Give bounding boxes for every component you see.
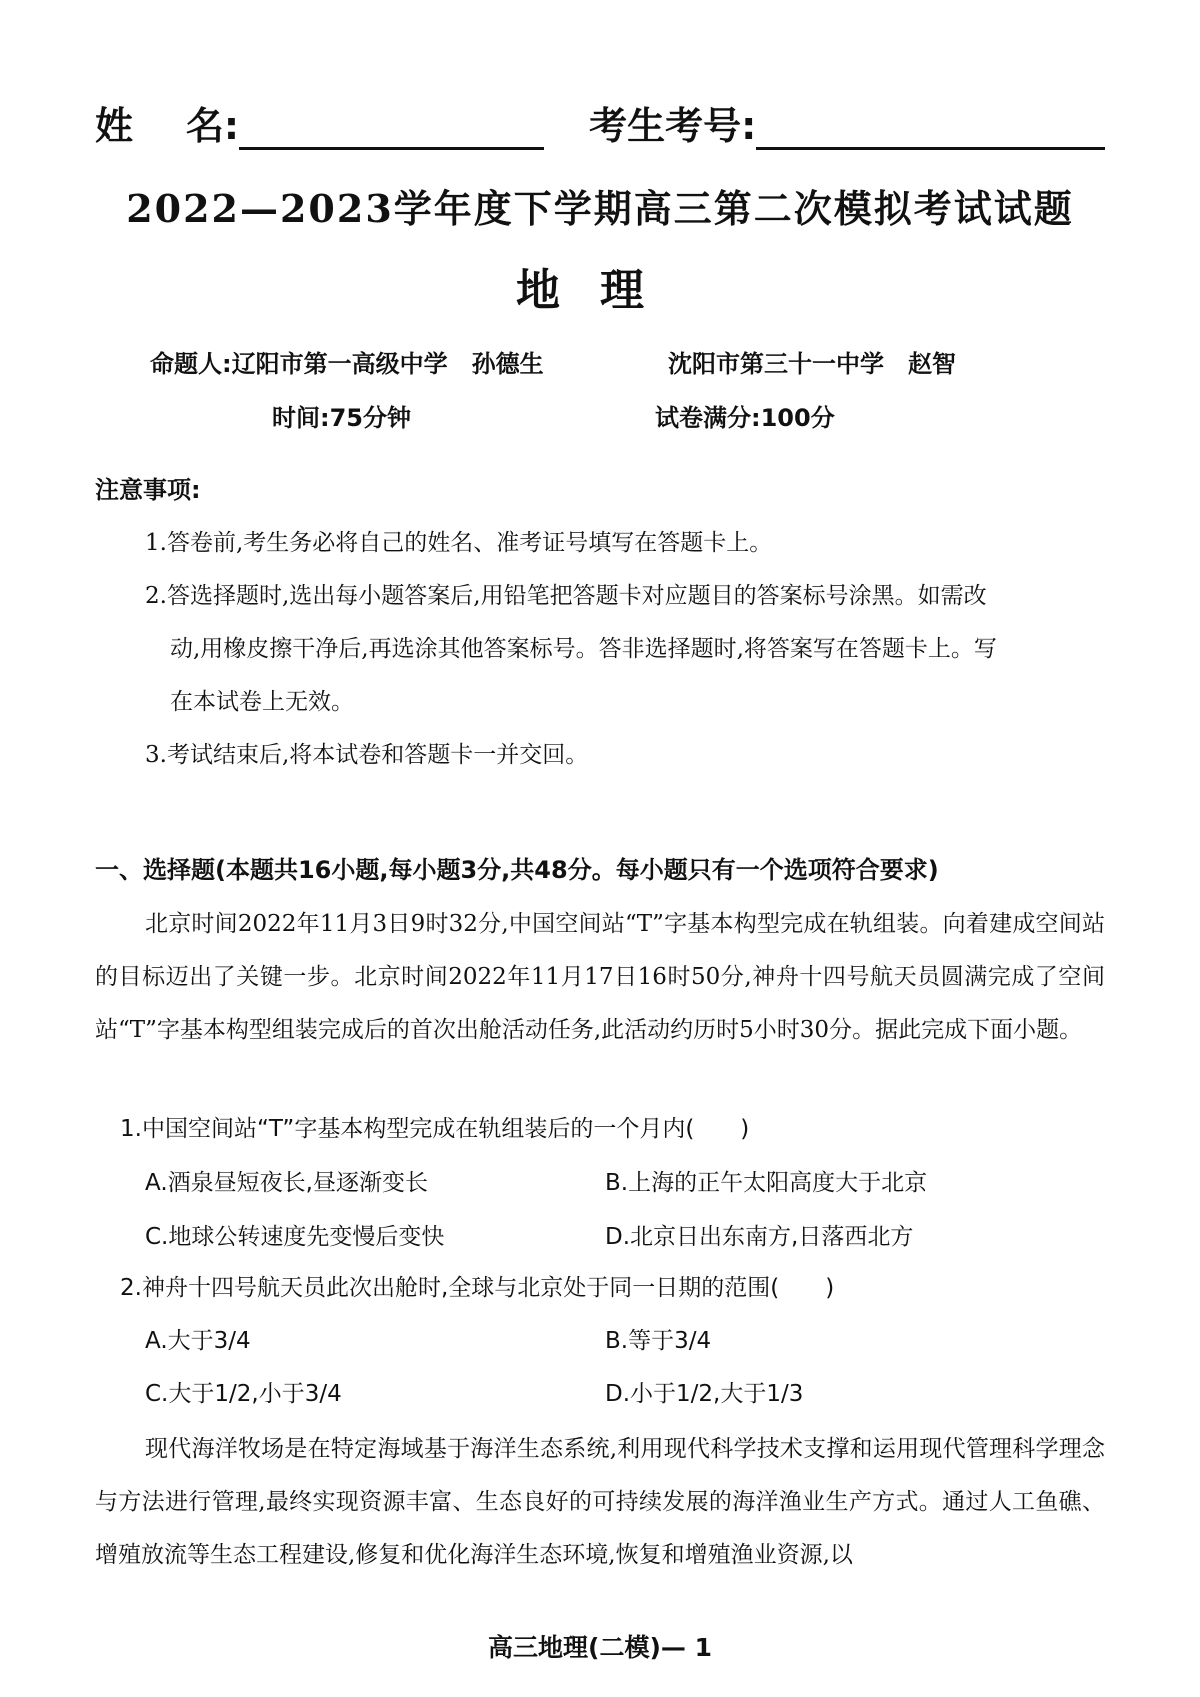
question-1-option-b: B.上海的正午太阳高度大于北京 <box>605 1170 928 1196</box>
notice-heading: 注意事项: <box>95 476 201 504</box>
section-heading: 一、选择题(本题共16小题,每小题3分,共48分。每小题只有一个选项符合要求) <box>95 856 939 884</box>
notice-item-2: 2.答选择题时,选出每小题答案后,用铅笔把答题卡对应题目的答案标号涂黑。如需改 <box>145 583 987 609</box>
notice-item-2-end: 在本试卷上无效。 <box>170 689 354 715</box>
exam-id-blank[interactable] <box>756 103 1105 150</box>
question-2-option-a: A.大于3/4 <box>145 1328 251 1354</box>
page-footer: 高三地理(二模)— 1 <box>488 1633 712 1662</box>
question-2-stem: 2.神舟十四号航天员此次出舱时,全球与北京处于同一日期的范围( ) <box>120 1275 835 1301</box>
notice-item-3: 3.考试结束后,将本试卷和答题卡一并交回。 <box>145 742 589 768</box>
question-2-option-c: C.大于1/2,小于3/4 <box>145 1381 342 1407</box>
question-1-option-a: A.酒泉昼短夜长,昼逐渐变长 <box>145 1170 428 1196</box>
question-2-option-d: D.小于1/2,大于1/3 <box>605 1381 804 1407</box>
name-label: 姓 名: <box>95 104 240 148</box>
author-2: 沈阳市第三十一中学 赵智 <box>668 350 956 378</box>
question-1-stem: 1.中国空间站“T”字基本构型完成在轨组装后的一个月内( ) <box>120 1116 750 1142</box>
name-blank[interactable] <box>239 103 544 150</box>
full-score: 试卷满分:100分 <box>655 404 835 432</box>
question-1-option-c: C.地球公转速度先变慢后变快 <box>145 1224 445 1250</box>
subject-title: 地理 <box>516 265 684 316</box>
notice-item-2-cont: 动,用橡皮擦干净后,再选涂其他答案标号。答非选择题时,将答案写在答题卡上。写 <box>170 636 997 662</box>
exam-time: 时间:75分钟 <box>272 404 411 432</box>
exam-id-label: 考生考号: <box>589 104 757 148</box>
notice-item-1: 1.答卷前,考生务必将自己的姓名、准考证号填写在答题卡上。 <box>145 530 773 556</box>
passage-1: 北京时间2022年11月3日9时32分,中国空间站“T”字基本构型完成在轨组装。向着建成空间站的目标迈出了关键一步。北京时间2022年11月17日16时50分,神舟十四号航天员圆满完成了空间站“T”字基本构型组装完成后的首次出舱活动任务,此活动约历时5小时30分。据此完成下面小题。 <box>95 911 1105 1043</box>
question-2-option-b: B.等于3/4 <box>605 1328 712 1354</box>
passage-2: 现代海洋牧场是在特定海域基于海洋生态系统,利用现代科学技术支撑和运用现代管理科学理念与方法进行管理,最终实现资源丰富、生态良好的可持续发展的海洋渔业生产方式。通过人工鱼礁、增殖放流等生态工程建设,修复和优化海洋生态环境,恢复和增殖渔业资源,以 <box>95 1436 1105 1568</box>
notice-list <box>145 517 1105 782</box>
exam-title: 2022—2023学年度下学期高三第二次模拟考试试题 <box>126 186 1074 231</box>
author-1: 命题人:辽阳市第一高级中学 孙德生 <box>150 350 544 378</box>
student-info-row <box>95 90 1105 150</box>
question-1-option-d: D.北京日出东南方,日落西北方 <box>605 1224 914 1250</box>
